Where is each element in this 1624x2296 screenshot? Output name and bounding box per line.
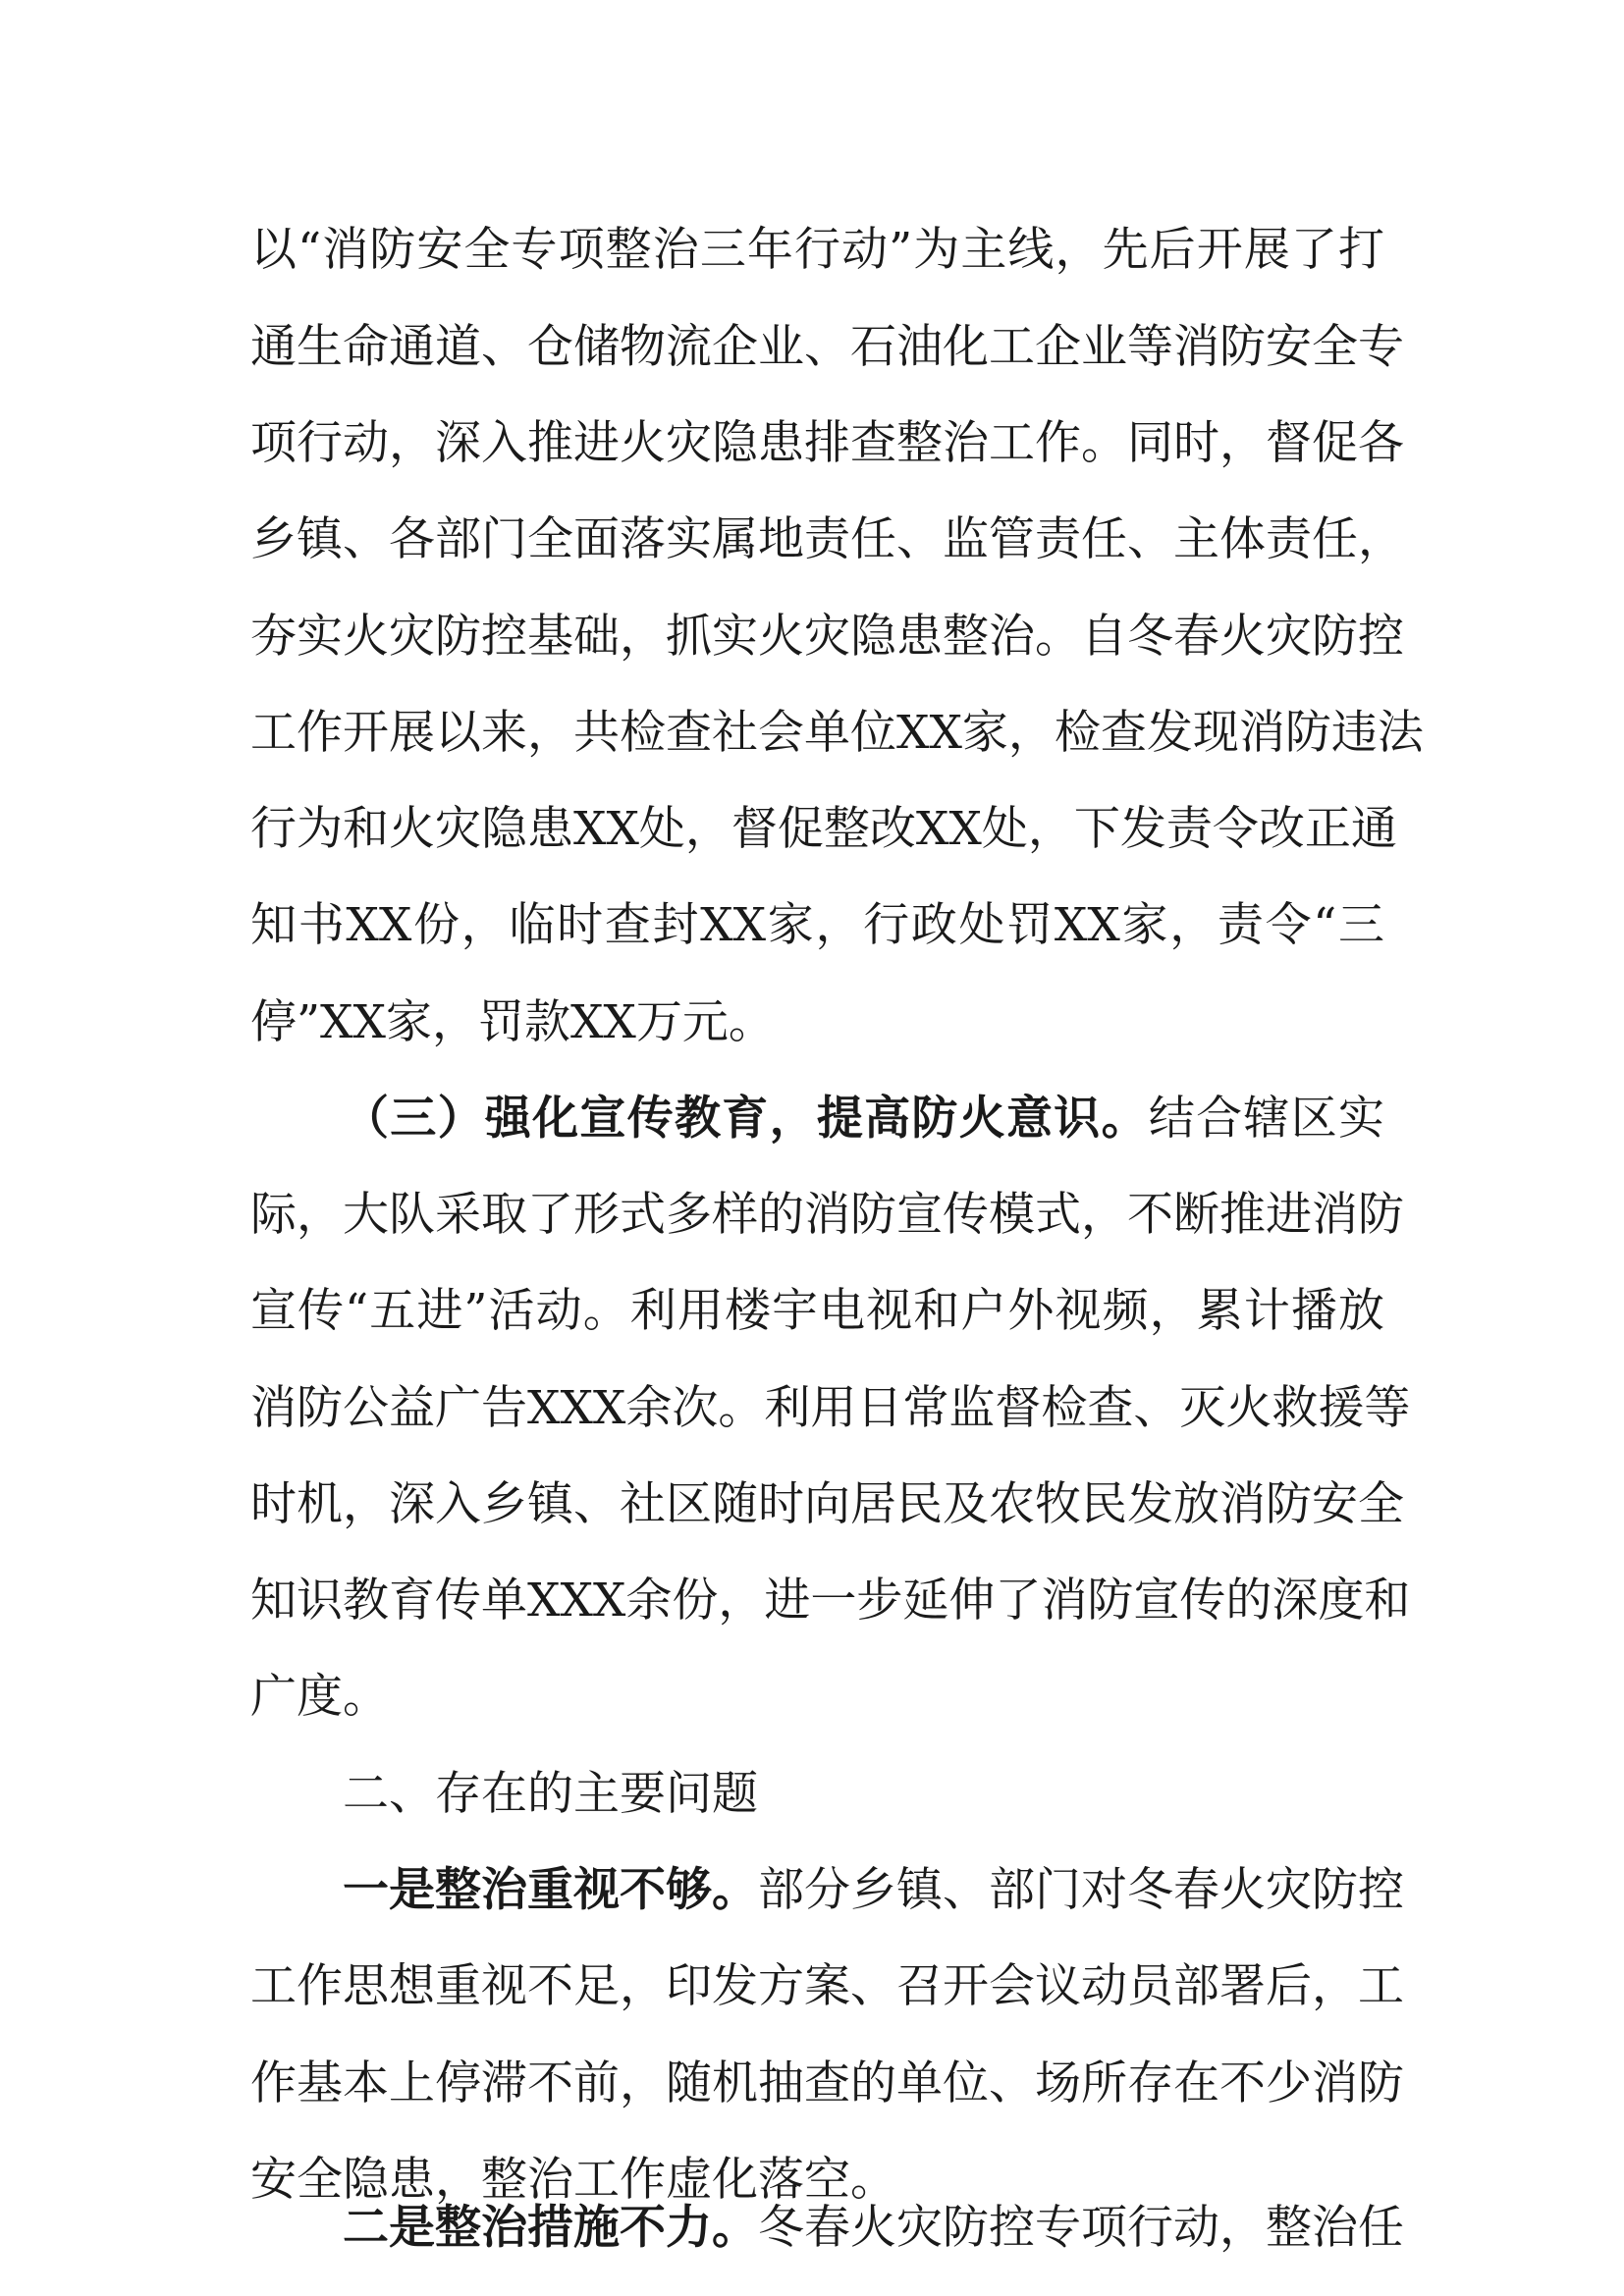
paragraph-text: 冬春火灾防控专项行动，整治任 [758,2201,1404,2255]
paragraph-line: 作基本上停滞不前，随机抽查的单位、场所存在不少消防 [250,2056,1404,2110]
subsection-heading: （三）强化宣传教育，提高防火意识。 [343,1092,1149,1146]
paragraph-first-line [343,1842,1404,1940]
paragraph-first-line [343,2179,1404,2277]
paragraph-line: 消防公益广告XXX余次。利用日常监督检查、灭火救援等 [250,1381,1411,1435]
paragraph-line: 乡镇、各部门全面落实属地责任、监管责任、主体责任， [250,512,1404,566]
paragraph-line: 以“消防安全专项整治三年行动”为主线，先后开展了打 [250,223,1384,277]
paragraph-line: 夯实火灾防控基础，抓实火灾隐患整治。自冬春火灾防控 [250,610,1404,664]
paragraph-text: 结合辖区实 [1148,1092,1385,1146]
paragraph-line: 工作开展以来，共检查社会单位XX家，检查发现消防违法 [250,706,1424,760]
point-heading: 一是整治重视不够。 [343,1863,758,1917]
paragraph-line: 时机，深入乡镇、社区随时向居民及农牧民发放消防安全 [250,1477,1404,1531]
paragraph-line: 安全隐患，整治工作虚化落空。 [250,2153,896,2207]
paragraph-line: 知识教育传单XXX余份，进一步延伸了消防宣传的深度和 [250,1574,1411,1628]
paragraph-first-line [343,1070,1384,1168]
paragraph-text: 部分乡镇、部门对冬春火灾防控 [758,1863,1404,1917]
point-heading: 二是整治措施不力。 [343,2201,758,2255]
paragraph-line: 际，大队采取了形式多样的消防宣传模式，不断推进消防 [250,1188,1404,1242]
paragraph-line: 行为和火灾隐患XX处，督促整改XX处，下发责令改正通 [250,802,1397,856]
paragraph-line: 广度。 [250,1670,389,1724]
paragraph-line: 宣传“五进”活动。利用楼宇电视和户外视频，累计播放 [250,1284,1384,1338]
paragraph-line: 知书XX份，临时查封XX家，行政处罚XX家，责令“三 [250,898,1384,952]
paragraph-line: 通生命通道、仓储物流企业、石油化工企业等消防安全专 [250,320,1404,374]
paragraph-line: 停”XX家，罚款XX万元。 [250,995,775,1049]
section-title: 二、存在的主要问题 [343,1767,758,1821]
paragraph-line: 工作思想重视不足，印发方案、召开会议动员部署后，工 [250,1959,1404,2013]
paragraph-line: 项行动，深入推进火灾隐患排查整治工作。同时，督促各 [250,416,1404,470]
